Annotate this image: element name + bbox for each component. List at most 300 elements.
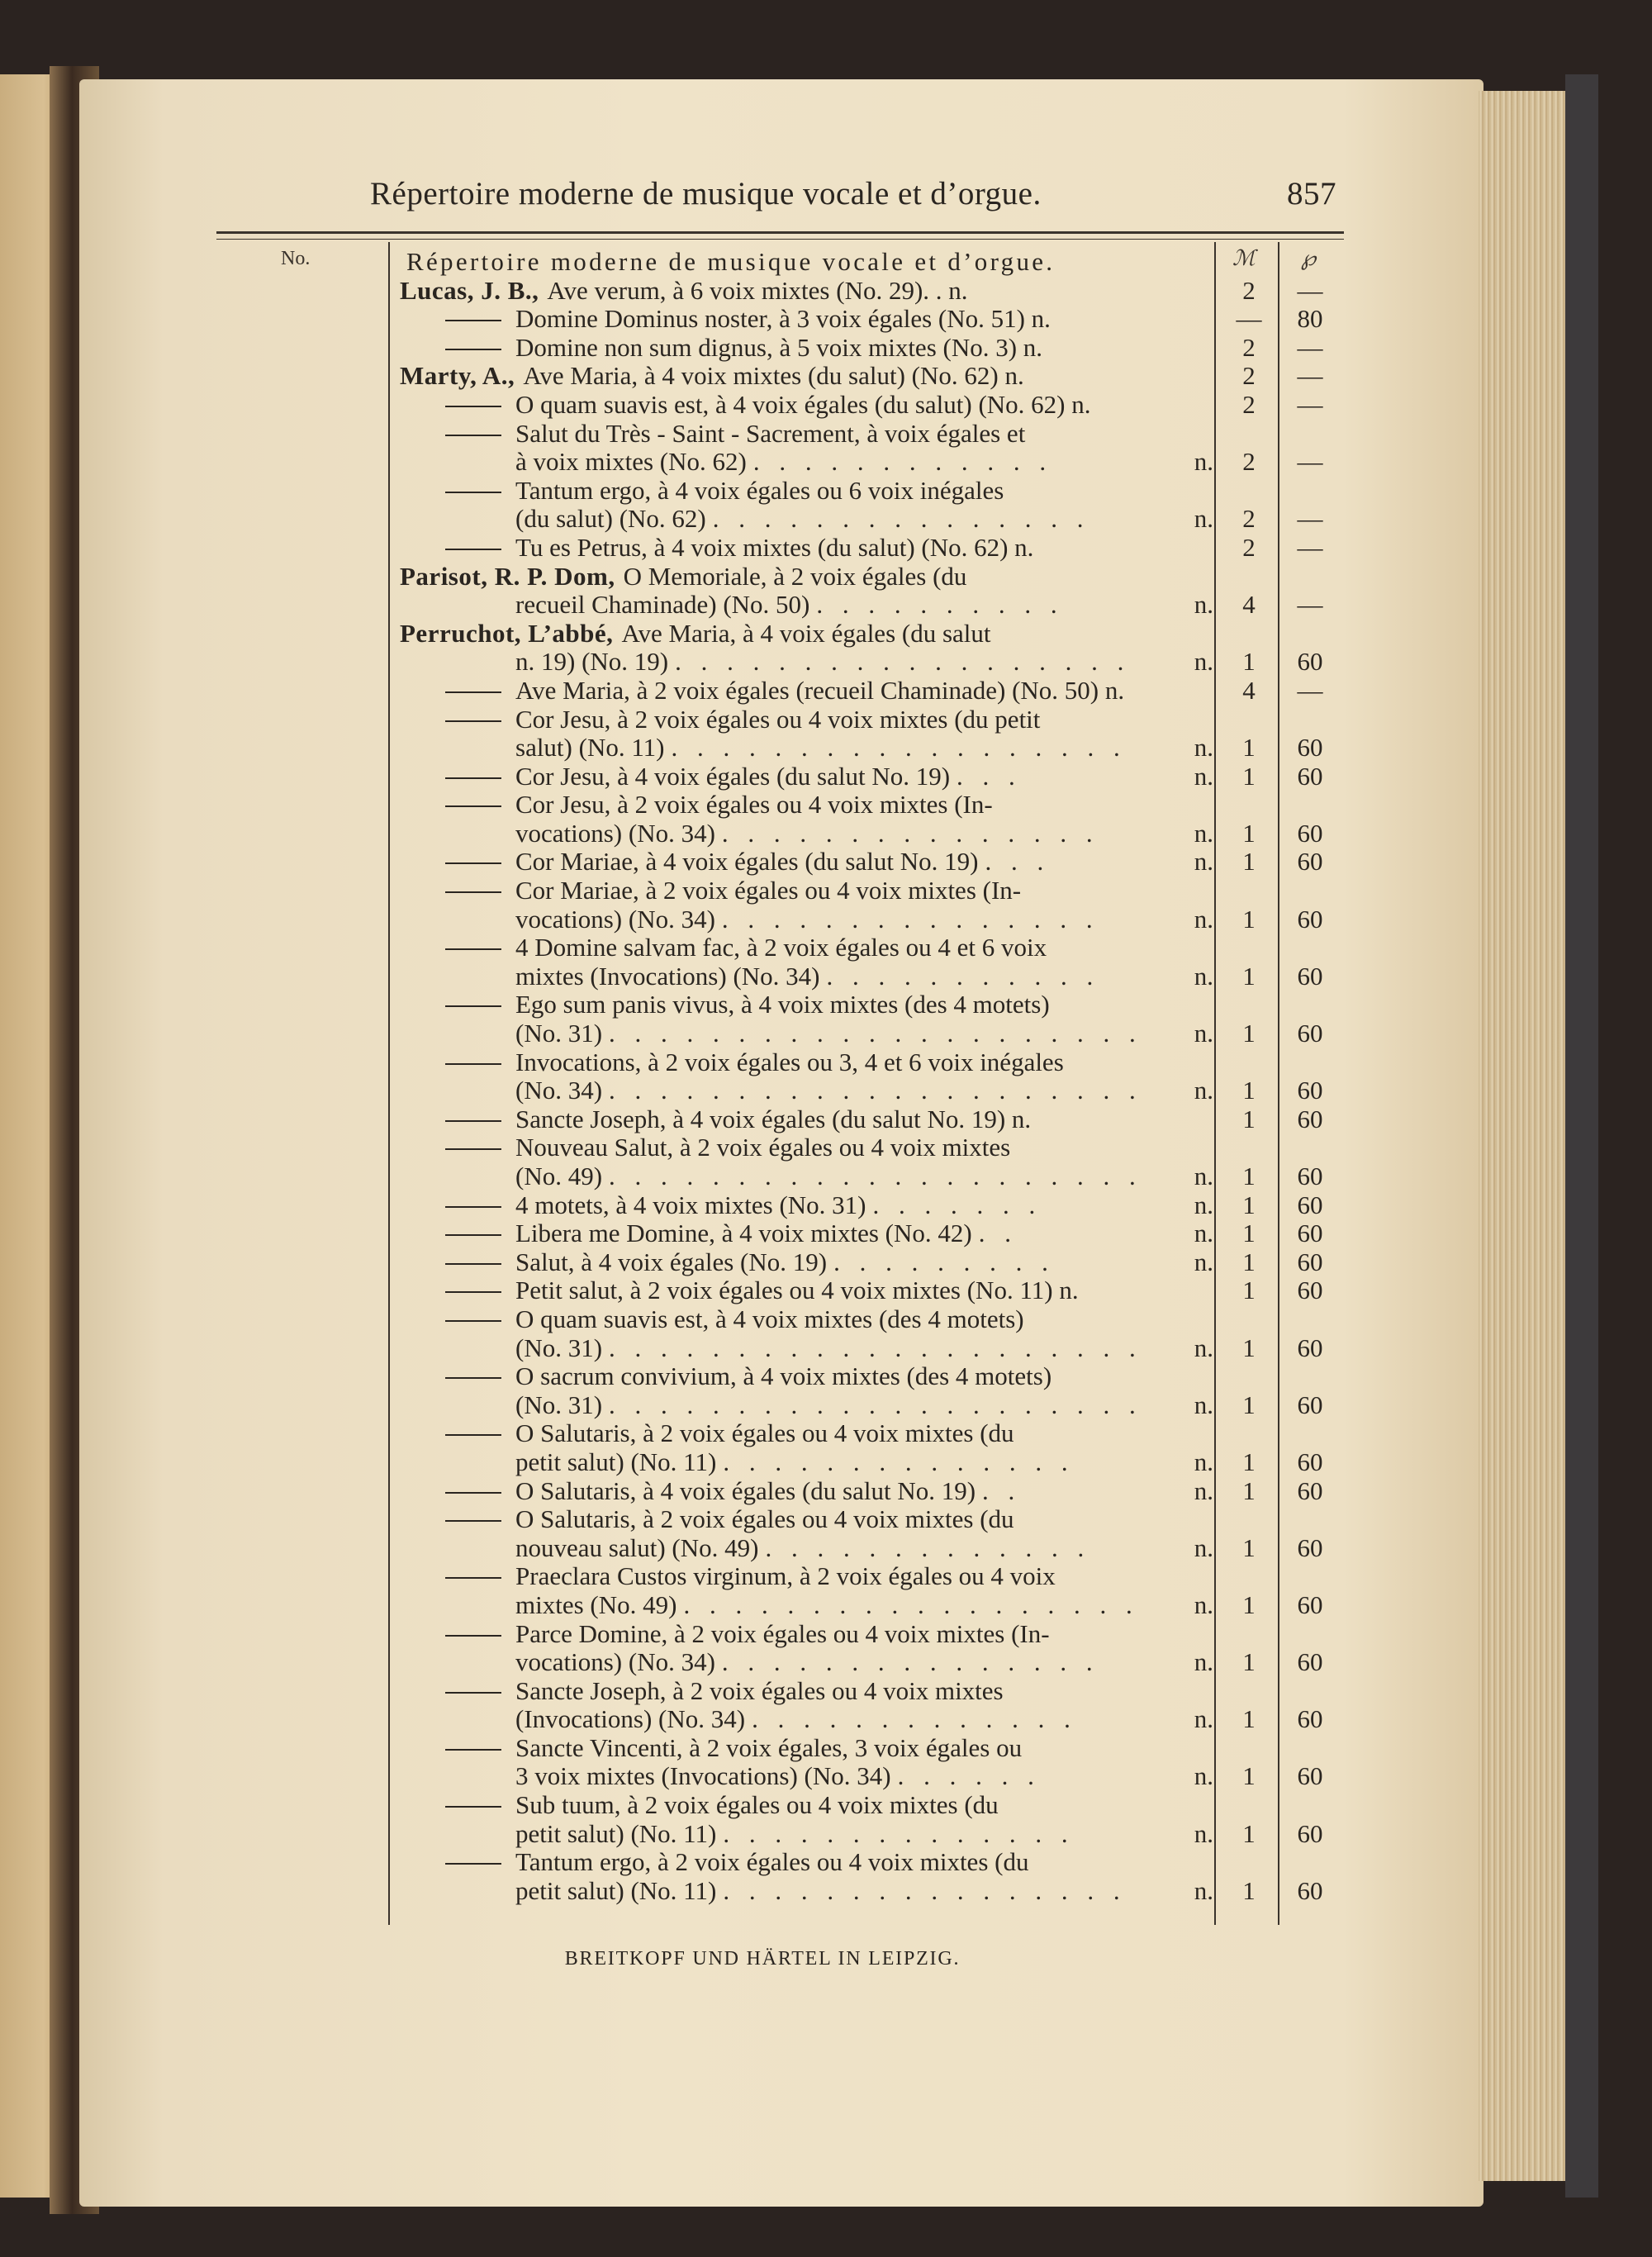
entry-body [515, 1019, 1213, 1048]
price-mark [1213, 620, 1279, 649]
price-pfennig: 60 [1297, 1162, 1323, 1190]
ditto-dash [400, 848, 515, 877]
work-title: (No. 31) [515, 1390, 603, 1419]
publisher-footer [0, 1948, 1652, 1970]
entry-text [400, 563, 1213, 592]
catalog-line [400, 1762, 1341, 1791]
leader-dots: . . . . . . . . . . . . . . . . . . . . . [609, 1390, 1142, 1419]
price-pfennig: 60 [1297, 904, 1323, 934]
ditto-dash [400, 534, 515, 563]
entry-body [515, 448, 1213, 477]
entry-text [400, 1276, 1213, 1305]
entry-body [515, 706, 1213, 734]
ditto-dash [400, 334, 515, 363]
net-marker: n. [1194, 1247, 1213, 1276]
work-title: Invocations, à 2 voix égales ou 3, 4 et 6 voix inégales [515, 1048, 1064, 1076]
price-mark: 1 [1242, 1219, 1256, 1248]
price-mark: 1 [1242, 1190, 1256, 1219]
entry-body [515, 1276, 1213, 1305]
price-mark: 1 [1242, 1818, 1256, 1848]
catalog-line [400, 1477, 1341, 1506]
price-mark: 4 [1242, 590, 1256, 620]
entry-body [515, 334, 1213, 363]
price-pfennig: 60 [1297, 847, 1323, 877]
entry-body [515, 877, 1213, 905]
price-pfennig: 60 [1297, 1647, 1323, 1677]
work-title: Cor Jesu, à 2 voix égales ou 4 voix mixtes (In- [515, 791, 993, 820]
price-mark: 2 [1242, 275, 1256, 305]
leader-dots: . . . . . . . . . . . . . . . . . . [683, 1590, 1139, 1619]
entry-body [515, 1877, 1213, 1906]
net-marker: n. [1194, 819, 1213, 848]
indent [400, 591, 515, 620]
ditto-dash [400, 677, 515, 706]
entry-text [400, 934, 1213, 962]
work-title: O Salutaris, à 4 voix égales (du salut No. 19) [515, 1476, 976, 1505]
leader-dots: . . . [985, 848, 1051, 877]
price-pfennig: 60 [1297, 647, 1323, 677]
ditto-dash [400, 1677, 515, 1706]
work-title: Nouveau Salut, à 2 voix égales ou 4 voix mixtes [515, 1133, 1011, 1162]
net-marker: n. [1194, 1590, 1213, 1619]
entry-body [515, 763, 1213, 791]
entry-text [400, 305, 1213, 334]
entry-body [515, 1133, 1213, 1162]
entry-body [515, 1048, 1213, 1077]
catalog-line [400, 505, 1341, 534]
price-mark: 2 [1242, 389, 1256, 419]
net-marker: n. [1194, 1390, 1213, 1419]
leader-dots: . . . . . . . . . . [816, 591, 1064, 620]
entry-text [400, 1877, 1213, 1906]
entry-body [515, 534, 1213, 563]
entry-text [400, 1820, 1213, 1849]
catalog-line [400, 1334, 1341, 1363]
catalog-line [400, 534, 1341, 563]
work-title: nouveau salut) (No. 49) [515, 1533, 759, 1562]
catalog-line [400, 1791, 1341, 1820]
price-mark: 1 [1242, 1532, 1256, 1562]
net-marker: n. [1194, 1762, 1213, 1791]
net-marker: n. [1194, 1219, 1213, 1248]
price-pfennig [1279, 1505, 1341, 1534]
price-mark: 2 [1242, 361, 1256, 391]
leader-dots: . . . . . . . . . . . [826, 962, 1100, 991]
ditto-dash [400, 1048, 515, 1077]
work-title: O quam suavis est, à 4 voix mixtes (des 4 motets) [515, 1304, 1024, 1333]
work-title: Cor Mariae, à 4 voix égales (du salut No. 19) [515, 848, 979, 877]
work-title: Sancte Joseph, à 4 voix égales (du salut No. 19) n. [515, 1105, 1032, 1133]
ditto-dash [400, 1791, 515, 1820]
price-pfennig: 60 [1297, 1333, 1323, 1362]
entry-text [400, 1705, 1213, 1734]
net-marker: n. [1194, 1190, 1213, 1219]
leader-dots: . . [978, 1219, 1018, 1248]
entry-text [400, 1191, 1213, 1220]
price-pfennig: 60 [1297, 1019, 1323, 1048]
net-marker: n. [1194, 1019, 1213, 1048]
catalog-line [400, 763, 1341, 791]
net-marker: n. [1194, 1876, 1213, 1905]
work-title: Libera me Domine, à 4 voix mixtes (No. 42) [515, 1219, 972, 1248]
price-pfennig [1279, 1848, 1341, 1877]
ditto-dash [400, 763, 515, 791]
entry-body [515, 1505, 1213, 1534]
price-pfennig: 60 [1297, 1532, 1323, 1562]
net-marker: n. [1194, 648, 1213, 677]
leader-dots: . . . . . . . . . . . . . . . [721, 819, 1099, 848]
price-pfennig: 80 [1297, 304, 1323, 334]
work-title: Ave Maria, à 4 voix égales (du salut [621, 619, 991, 648]
ditto-dash [400, 1248, 515, 1277]
catalog-line [400, 648, 1341, 677]
price-mark: 1 [1242, 1104, 1256, 1133]
indent [400, 820, 515, 848]
price-pfennig [1279, 934, 1341, 962]
leader-dots: . . . . . . . . . . . . . . . . . . . . . [609, 1019, 1142, 1048]
work-title: vocations) (No. 34) [515, 905, 715, 934]
entry-text [400, 962, 1213, 991]
work-title: mixtes (Invocations) (No. 34) [515, 962, 820, 991]
price-pfennig [1279, 620, 1341, 649]
ditto-dash [400, 1477, 515, 1506]
price-pfennig: — [1297, 361, 1323, 391]
indent [400, 1534, 515, 1563]
catalog-line [400, 334, 1341, 363]
price-pfennig: — [1297, 275, 1323, 305]
price-pfennig: 60 [1297, 1276, 1323, 1305]
ditto-dash [400, 1219, 515, 1248]
work-title: Ego sum panis vivus, à 4 voix mixtes (des 4 motets) [515, 991, 1050, 1019]
catalog-line [400, 620, 1341, 649]
price-pfennig: 60 [1297, 818, 1323, 848]
entry-text [400, 1048, 1213, 1077]
entry-body [515, 1734, 1213, 1763]
work-title: Ave verum, à 6 voix mixtes (No. 29). . n. [547, 276, 968, 305]
work-title: Praeclara Custos virginum, à 2 voix égales ou 4 voix [515, 1562, 1056, 1591]
entry-body [515, 1248, 1213, 1277]
ditto-dash [400, 1620, 515, 1649]
entry-body [515, 1162, 1213, 1191]
entry-body [515, 1105, 1213, 1134]
entry-body [515, 1591, 1213, 1620]
leader-dots: . . . . . . . . . . . . . . . [721, 1648, 1099, 1677]
entry-text [400, 1362, 1213, 1391]
work-title: (Invocations) (No. 34) [515, 1705, 746, 1734]
price-pfennig [1279, 1562, 1341, 1591]
price-pfennig: — [1297, 532, 1323, 562]
entry-text [400, 1019, 1213, 1048]
catalog-line [400, 1877, 1341, 1906]
ditto-dash [400, 420, 515, 449]
price-pfennig [1279, 1048, 1341, 1077]
catalog-line [400, 677, 1341, 706]
price-pfennig [1279, 706, 1341, 734]
entry-text [400, 1391, 1213, 1420]
price-mark [1213, 706, 1279, 734]
price-pfennig [1279, 1133, 1341, 1162]
price-mark: — [1236, 304, 1262, 334]
entry-body [515, 1477, 1213, 1506]
ditto-dash [400, 706, 515, 734]
net-marker: n. [1194, 448, 1213, 477]
entry-body [515, 934, 1213, 962]
entry-body [515, 591, 1213, 620]
price-mark: 2 [1242, 532, 1256, 562]
price-mark: 1 [1242, 761, 1256, 791]
catalog-line [400, 848, 1341, 877]
entry-text [400, 1791, 1213, 1820]
entry-text [400, 420, 1213, 449]
price-pfennig [1279, 1362, 1341, 1391]
price-mark [1213, 1677, 1279, 1706]
catalog-line [400, 1276, 1341, 1305]
catalog-line [400, 962, 1341, 991]
entry-body [515, 991, 1213, 1019]
net-marker: n. [1194, 591, 1213, 620]
work-title: Tantum ergo, à 4 voix égales ou 6 voix inégales [515, 476, 1004, 505]
net-marker: n. [1194, 1076, 1213, 1105]
work-title: petit salut) (No. 11) [515, 1819, 717, 1848]
entry-text [400, 648, 1213, 677]
entry-text [400, 848, 1213, 877]
catalog-line [400, 1591, 1341, 1620]
price-mark [1213, 877, 1279, 905]
catalog-line [400, 1391, 1341, 1420]
indent [400, 905, 515, 934]
page-edges [1479, 91, 1579, 2181]
net-marker: n. [1194, 848, 1213, 877]
catalog-line [400, 934, 1341, 962]
catalog-line [400, 591, 1341, 620]
price-mark [1213, 1305, 1279, 1334]
indent [400, 1334, 515, 1363]
entry-text [400, 1219, 1213, 1248]
catalog-line [400, 420, 1341, 449]
leader-dots: . . . . . . [897, 1762, 1041, 1791]
entry-body [515, 905, 1213, 934]
work-title: à voix mixtes (No. 62) [515, 448, 747, 477]
leader-dots: . . . . . . . . . . . . . [765, 1533, 1091, 1562]
leader-dots: . . . . . . . . . . . . . . [723, 1819, 1075, 1848]
indent [400, 1705, 515, 1734]
entry-text [400, 1448, 1213, 1477]
catalog-line [400, 791, 1341, 820]
price-mark [1213, 991, 1279, 1019]
indent [400, 1448, 515, 1477]
price-pfennig: 60 [1297, 961, 1323, 991]
indent [400, 1762, 515, 1791]
indent [400, 448, 515, 477]
entry-body [515, 1391, 1213, 1420]
net-marker: n. [1194, 1705, 1213, 1734]
price-mark [1213, 1734, 1279, 1763]
work-title: O Salutaris, à 2 voix égales ou 4 voix mixtes (du [515, 1505, 1014, 1534]
ditto-dash [400, 1191, 515, 1220]
entry-text [400, 791, 1213, 820]
work-title: (du salut) (No. 62) [515, 505, 706, 534]
entry-body [515, 1448, 1213, 1477]
catalog-line [400, 1362, 1341, 1391]
entry-text [400, 706, 1213, 734]
work-title: mixtes (No. 49) [515, 1590, 677, 1619]
header-rule-thin [216, 239, 1344, 240]
price-pfennig: 60 [1297, 1447, 1323, 1476]
entry-text [400, 1620, 1213, 1649]
work-title: Salut du Très - Saint - Sacrement, à voix égales et [515, 419, 1026, 448]
entry-body [515, 1562, 1213, 1591]
entry-text [400, 677, 1213, 706]
price-mark [1213, 1620, 1279, 1649]
indent [400, 1019, 515, 1048]
net-marker: n. [1194, 962, 1213, 991]
indent [400, 1820, 515, 1849]
catalog-line [400, 1448, 1341, 1477]
work-title: Salut, à 4 voix égales (No. 19) [515, 1247, 828, 1276]
work-title: Ave Maria, à 2 voix égales (recueil Chaminade) (No. 50) n. [515, 676, 1125, 705]
entry-text [400, 505, 1213, 534]
work-title: O sacrum convivium, à 4 voix mixtes (des 4 motets) [515, 1362, 1052, 1391]
catalog-list [400, 248, 1341, 1905]
work-title: (No. 34) [515, 1076, 603, 1105]
entry-text [400, 1419, 1213, 1448]
entry-body [515, 734, 1213, 763]
work-title: Domine non sum dignus, à 5 voix mixtes (No. 3) n. [515, 333, 1043, 362]
leader-dots: . . [982, 1476, 1022, 1505]
work-title: petit salut) (No. 11) [515, 1876, 717, 1905]
price-mark: 4 [1242, 675, 1256, 705]
indent [400, 962, 515, 991]
work-title: 4 Domine salvam fac, à 2 voix égales ou 4 et 6 voix [515, 934, 1047, 962]
entry-text [400, 1734, 1213, 1763]
price-mark: 1 [1242, 647, 1256, 677]
entry-text [400, 820, 1213, 848]
leader-dots: . . . . . . . . . . . . [752, 448, 1053, 477]
price-pfennig: 60 [1297, 1104, 1323, 1133]
net-marker: n. [1194, 1333, 1213, 1362]
work-title: Tu es Petrus, à 4 voix mixtes (du salut) (No. 62) n. [515, 533, 1034, 562]
work-title: vocations) (No. 34) [515, 819, 715, 848]
price-pfennig: 60 [1297, 733, 1323, 763]
entry-text [400, 734, 1213, 763]
ditto-dash [400, 1419, 515, 1448]
price-mark: 1 [1242, 818, 1256, 848]
price-mark [1213, 791, 1279, 820]
catalog-line [400, 1705, 1341, 1734]
net-marker: n. [1194, 1162, 1213, 1190]
price-pfennig [1279, 1677, 1341, 1706]
entry-body [515, 677, 1213, 706]
work-title: O Memoriale, à 2 voix égales (du [623, 562, 967, 591]
entry-text [400, 1305, 1213, 1334]
work-title: Sancte Joseph, à 2 voix égales ou 4 voix mixtes [515, 1676, 1004, 1705]
catalog-entries [400, 277, 1341, 1906]
composer-name: Marty, A., [400, 362, 515, 391]
work-title: vocations) (No. 34) [515, 1648, 715, 1677]
indent [400, 1162, 515, 1191]
catalog-line [400, 1562, 1341, 1591]
indent [400, 734, 515, 763]
entry-body [515, 848, 1213, 877]
entry-body [400, 277, 1213, 306]
work-title: (No. 31) [515, 1333, 603, 1362]
price-pfennig: 60 [1297, 1761, 1323, 1791]
price-mark [1213, 1048, 1279, 1077]
entry-text [400, 448, 1213, 477]
catalog-line [400, 563, 1341, 592]
net-marker: n. [1194, 1447, 1213, 1476]
entry-body [515, 420, 1213, 449]
entry-text [400, 991, 1213, 1019]
price-pfennig: 60 [1297, 1390, 1323, 1419]
leader-dots: . . . . . . . [872, 1190, 1042, 1219]
ditto-dash [400, 1562, 515, 1591]
section-title: Répertoire moderne de musique vocale et d’orgue. [406, 247, 1056, 276]
price-mark: 1 [1242, 1276, 1256, 1305]
price-mark: 2 [1242, 447, 1256, 477]
catalog-line [400, 1019, 1341, 1048]
ditto-dash [400, 1133, 515, 1162]
page-number: 857 [1287, 176, 1336, 211]
price-mark: 1 [1242, 961, 1256, 991]
catalog-line [400, 1419, 1341, 1448]
entry-body [515, 1419, 1213, 1448]
price-pfennig: 60 [1297, 1589, 1323, 1619]
price-mark [1213, 477, 1279, 506]
price-pfennig: — [1297, 675, 1323, 705]
price-pfennig [1279, 563, 1341, 592]
net-marker: n. [1194, 734, 1213, 763]
entry-body [515, 1848, 1213, 1877]
price-pfennig: 60 [1297, 1875, 1323, 1905]
price-mark [1213, 1791, 1279, 1820]
entry-body [515, 477, 1213, 506]
price-mark [1213, 1505, 1279, 1534]
header-rule [216, 231, 1344, 234]
price-pfennig: 60 [1297, 1219, 1323, 1248]
entry-body [515, 1334, 1213, 1363]
catalog-line [400, 1191, 1341, 1220]
catalog-line [400, 1162, 1341, 1191]
catalog-line [400, 391, 1341, 420]
entry-text [400, 1762, 1213, 1791]
column-header-no: No. [281, 248, 311, 269]
composer-name: Parisot, R. P. Dom, [400, 562, 615, 591]
price-mark: 1 [1242, 847, 1256, 877]
price-mark: 1 [1242, 1247, 1256, 1276]
price-mark: 1 [1242, 1475, 1256, 1505]
price-mark: 1 [1242, 1447, 1256, 1476]
ditto-dash [400, 477, 515, 506]
ditto-dash [400, 791, 515, 820]
work-title: Ave Maria, à 4 voix mixtes (du salut) (No. 62) n. [523, 362, 1024, 391]
leader-dots: . . . . . . . . . . . . . . . . . . . . . [609, 1162, 1142, 1190]
net-marker: n. [1194, 905, 1213, 934]
entry-text [400, 1162, 1213, 1191]
catalog-line [400, 362, 1341, 391]
price-mark: 1 [1242, 1162, 1256, 1190]
price-pfennig: 60 [1297, 1190, 1323, 1219]
price-mark: 1 [1242, 733, 1256, 763]
entry-body [515, 820, 1213, 848]
entry-body [400, 620, 1213, 649]
entry-body [400, 362, 1213, 391]
entry-text [400, 877, 1213, 905]
leader-dots: . . . . . . . . . . . . . . . . . . [675, 648, 1131, 677]
leader-dots: . . . . . . . . . . . . . . . [721, 905, 1099, 934]
price-pfennig: 60 [1297, 1818, 1323, 1848]
work-title: 4 motets, à 4 voix mixtes (No. 31) [515, 1190, 866, 1219]
